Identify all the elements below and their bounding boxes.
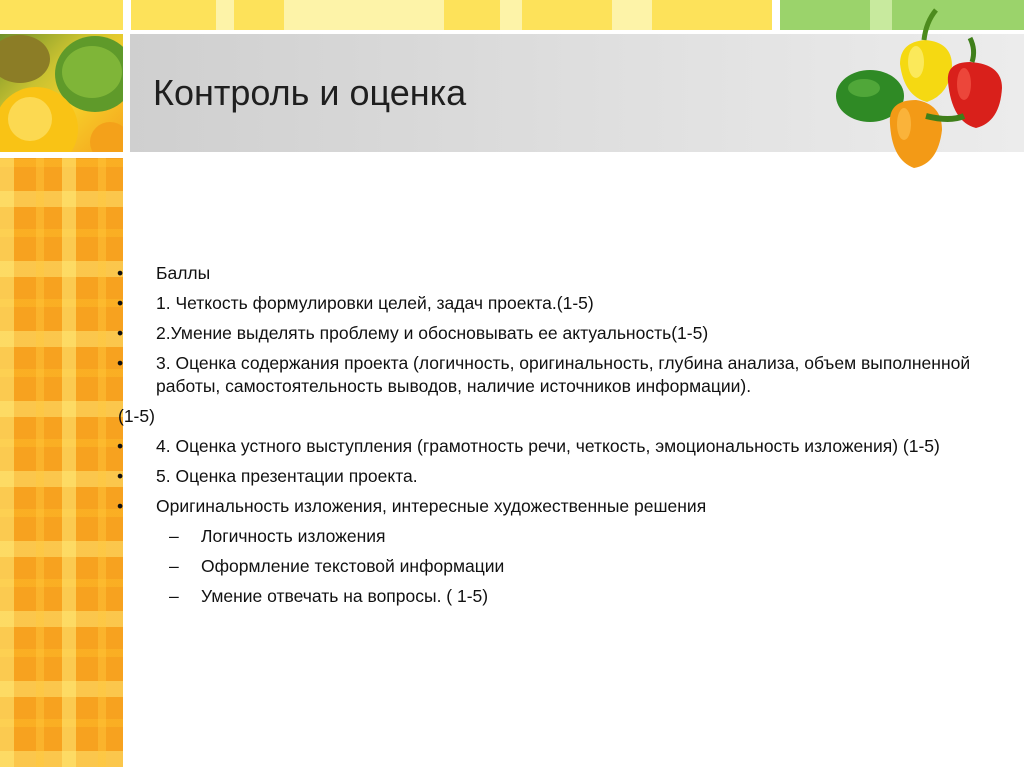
dash-marker: – (169, 526, 179, 546)
stripe-segment (444, 0, 500, 30)
sub-item-text: Умение отвечать на вопросы. ( 1-5) (201, 586, 489, 606)
bell-peppers-image (830, 4, 1020, 174)
stripe-segment (234, 0, 284, 30)
bullet-text: 1. Четкость формулировки целей, задач проекта.(1-5) (156, 293, 594, 313)
bullet-marker: • (117, 263, 124, 283)
bullet-item (110, 322, 990, 345)
bullet-text: Оригинальность изложения, интересные художественные решения (156, 496, 707, 516)
bullet-marker: • (117, 436, 124, 456)
bullet-marker: • (117, 353, 124, 373)
sub-item-text: Логичность изложения (201, 526, 386, 546)
sub-item (110, 555, 990, 578)
bullet-text: 4. Оценка устного выступления (грамотность речи, четкость, эмоциональность изложения) (1-5) (156, 436, 940, 456)
bullet-item (110, 465, 990, 488)
bullet-text: 5. Оценка презентации проекта. (156, 466, 418, 486)
citrus-fruit-drawing (0, 34, 123, 152)
bullet-text: Баллы (156, 263, 211, 283)
stripe-segment (284, 0, 444, 30)
stripe-segment (612, 0, 652, 30)
bullet-text: 3. Оценка содержания проекта (логичность, оригинальность, глубина анализа, объем выполненной работы, самостоятельность выводов, наличие источников информации). (156, 353, 971, 396)
plaid-side-panel (0, 158, 123, 767)
dash-marker: – (169, 586, 179, 606)
bullet-item (110, 495, 990, 518)
bullet-marker: • (117, 496, 124, 516)
stripe-segment (131, 0, 216, 30)
sub-item (110, 525, 990, 548)
sub-item (110, 585, 990, 608)
bullet-marker: • (117, 323, 124, 343)
dash-marker: – (169, 556, 179, 576)
bullet-item (110, 352, 990, 398)
bullet-item (110, 292, 990, 315)
continuation-text: (1-5) (118, 406, 155, 426)
bullet-item (110, 262, 990, 285)
yellow-pepper (900, 40, 952, 102)
continuation-line (110, 405, 990, 428)
stripe-segment (500, 0, 522, 30)
orange-pepper (890, 100, 942, 168)
stripe-segment (652, 0, 772, 30)
slide-title: Контроль и оценка (153, 72, 467, 113)
stripe-segment (522, 0, 612, 30)
bullet-item (110, 435, 990, 458)
bullet-text: 2.Умение выделять проблему и обосновывать ее актуальность(1-5) (156, 323, 709, 343)
stripe-segment (216, 0, 234, 30)
slide-content (110, 262, 990, 608)
bullet-marker: • (117, 293, 124, 313)
bullet-marker: • (117, 466, 124, 486)
sub-item-text: Оформление текстовой информации (201, 556, 505, 576)
citrus-fruit-image (0, 34, 123, 152)
stripe-segment (0, 0, 123, 30)
